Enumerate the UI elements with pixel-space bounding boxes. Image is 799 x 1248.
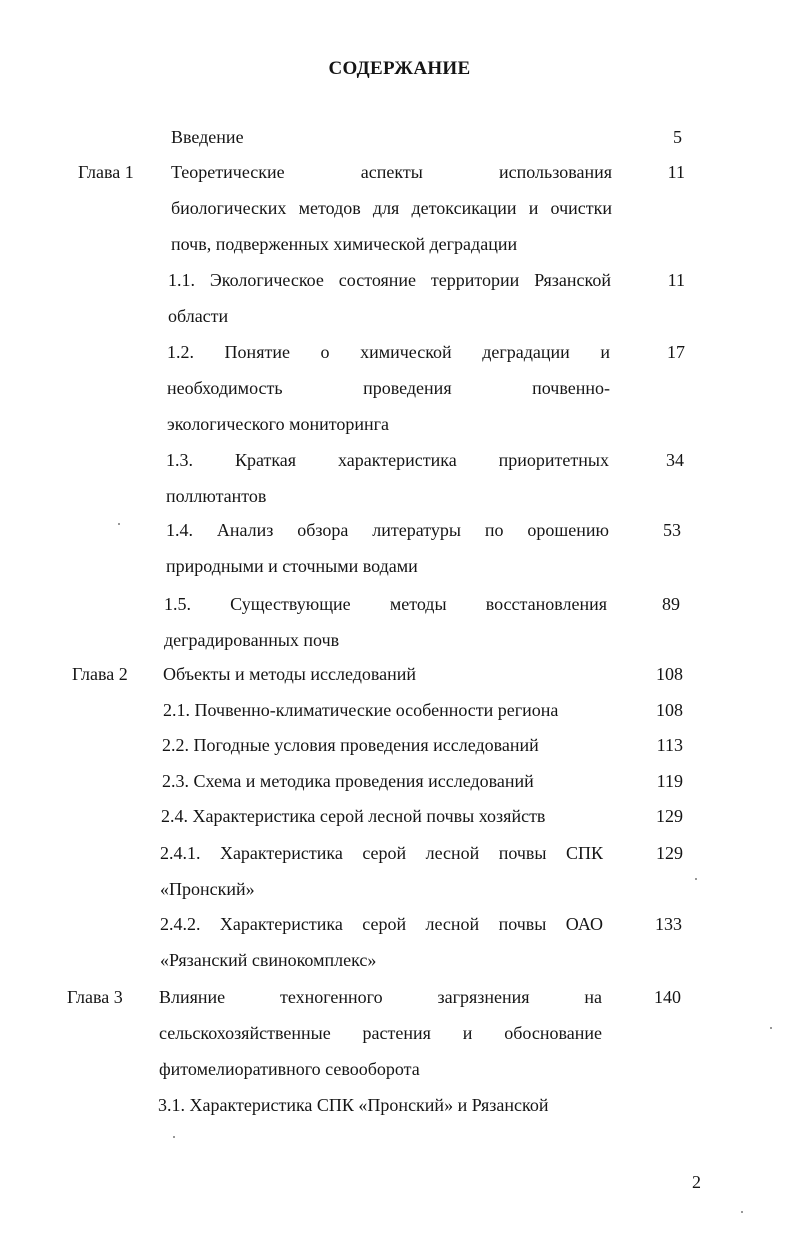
- page-number: 2: [692, 1172, 701, 1192]
- toc-entry-line: области: [168, 306, 229, 326]
- toc-entry-line: природными и сточными водами: [166, 556, 418, 576]
- scan-speck: [118, 523, 120, 525]
- toc-entry-line: биологических методов для детоксикации и очистки: [171, 198, 612, 218]
- toc-entry-line: 1.5. Существующие методы восстановления: [164, 594, 607, 614]
- toc-entry-line: 3.1. Характеристика СПК «Пронский» и Рязанской: [158, 1095, 549, 1115]
- toc-entry-line: 2.4.1. Характеристика серой лесной почвы СПК: [160, 843, 603, 863]
- toc-entry-line: Объекты и методы исследований: [163, 664, 417, 684]
- toc-page-number: 129: [656, 843, 683, 863]
- toc-page-number: 133: [655, 914, 682, 934]
- toc-page-number: 119: [656, 771, 683, 791]
- toc-page-number: 113: [656, 735, 683, 755]
- toc-entry-line: 2.3. Схема и методика проведения исследований: [162, 771, 534, 791]
- toc-page-number: 129: [656, 806, 683, 826]
- toc-entry-line: 2.4.2. Характеристика серой лесной почвы ОАО: [160, 914, 603, 934]
- toc-entry-line: 2.4. Характеристика серой лесной почвы хозяйств: [161, 806, 546, 826]
- toc-page-number: 11: [667, 270, 685, 290]
- toc-entry-line: Влияние техногенного загрязнения на: [159, 987, 602, 1007]
- toc-entry-line: 2.2. Погодные условия проведения исследований: [162, 735, 539, 755]
- toc-entry-line: Теоретические аспекты использования: [171, 162, 612, 182]
- toc-entry-line: «Пронский»: [160, 879, 255, 899]
- toc-entry-line: 1.3. Краткая характеристика приоритетных: [166, 450, 609, 470]
- chapter-label: Глава 2: [72, 664, 128, 684]
- toc-entry-line: 2.1. Почвенно-климатические особенности региона: [163, 700, 559, 720]
- toc-page-number: 108: [656, 664, 683, 684]
- toc-page-number: 34: [666, 450, 684, 470]
- toc-page-number: 89: [662, 594, 680, 614]
- toc-entry-line: фитомелиоративного севооборота: [159, 1059, 420, 1079]
- toc-entry-line: 1.4. Анализ обзора литературы по орошению: [166, 520, 609, 540]
- toc-entry-line: «Рязанский свинокомплекс»: [160, 950, 377, 970]
- toc-page-number: 53: [663, 520, 681, 540]
- page-title: СОДЕРЖАНИЕ: [328, 58, 471, 79]
- scan-speck: [695, 878, 697, 880]
- toc-entry-line: экологического мониторинга: [167, 414, 389, 434]
- toc-entry-line: 1.2. Понятие о химической деградации и: [167, 342, 610, 362]
- toc-page-number: 17: [667, 342, 685, 362]
- toc-entry-line: необходимость проведения почвенно-: [167, 378, 610, 398]
- scan-speck: [741, 1211, 743, 1213]
- toc-page-number: 11: [667, 162, 685, 182]
- toc-entry-line: Введение: [171, 127, 244, 147]
- chapter-label: Глава 3: [67, 987, 123, 1007]
- scan-speck: [770, 1027, 772, 1029]
- toc-entry-line: поллютантов: [166, 486, 267, 506]
- toc-page-number: 108: [656, 700, 683, 720]
- toc-entry-line: деградированных почв: [164, 630, 340, 650]
- toc-page-number: 5: [673, 127, 682, 147]
- toc-page-number: 140: [654, 987, 681, 1007]
- toc-entry-line: 1.1. Экологическое состояние территории Рязанской: [168, 270, 611, 290]
- scan-speck: [173, 1136, 175, 1138]
- toc-entry-line: почв, подверженных химической деградации: [171, 234, 518, 254]
- toc-entry-line: сельскохозяйственные растения и обоснование: [159, 1023, 602, 1043]
- chapter-label: Глава 1: [78, 162, 134, 182]
